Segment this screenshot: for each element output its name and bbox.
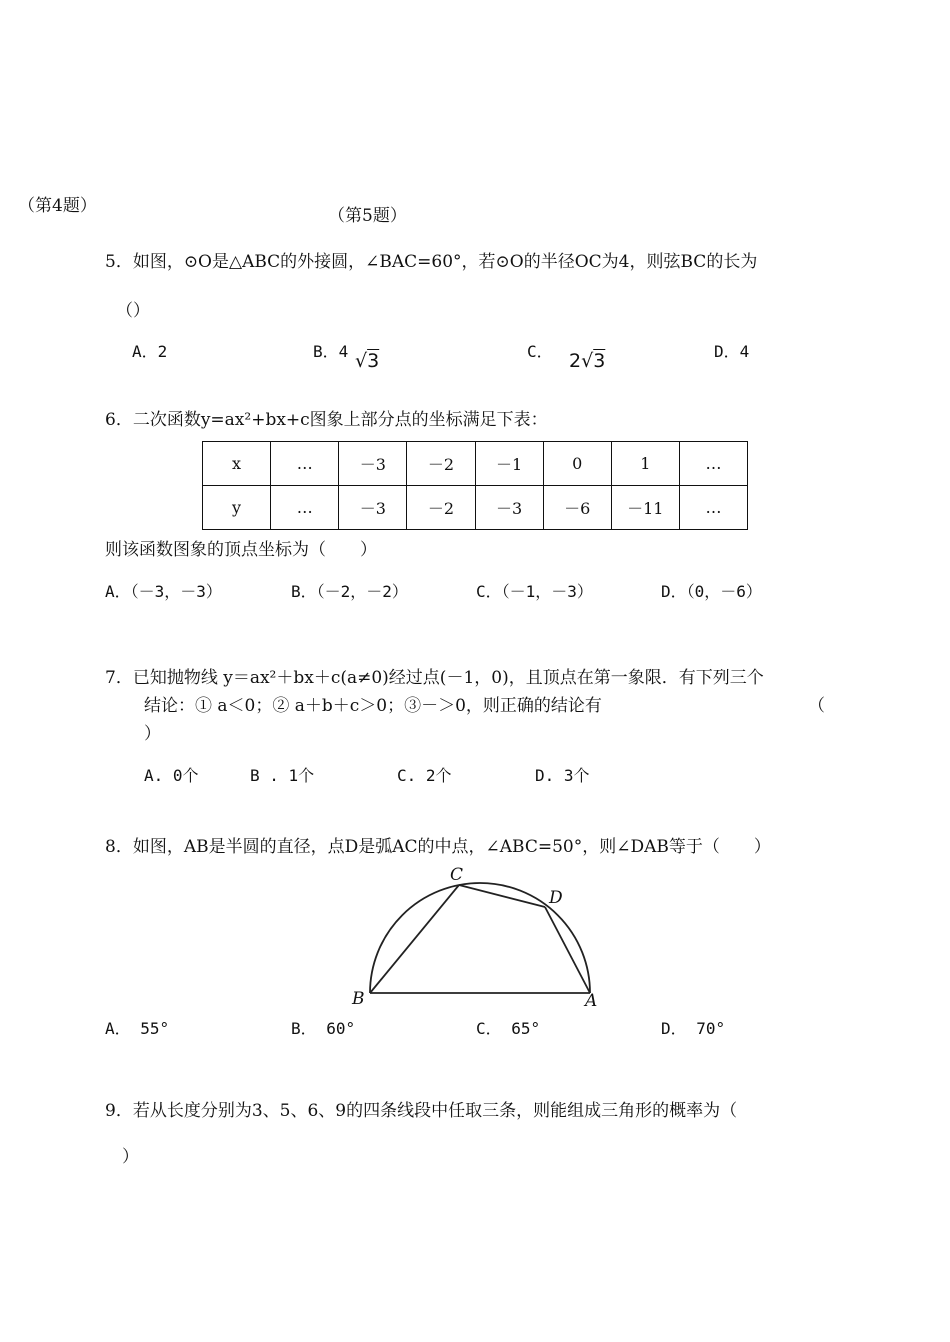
table-cell: 0 — [543, 442, 611, 486]
q6-option-d: D．（0，－6） — [661, 582, 762, 601]
table-cell: －3 — [339, 442, 407, 486]
question-9-bracket-close: ） — [122, 1147, 139, 1167]
q8-option-a: A． 55° — [105, 1019, 170, 1038]
point-label-b: B — [352, 989, 365, 1009]
chord-da — [545, 907, 590, 993]
table-cell: －2 — [407, 442, 475, 486]
question-7-bracket-open: （ — [808, 696, 825, 716]
q6-value-table — [202, 441, 748, 530]
q6-option-b: B．（－2，－2） — [291, 582, 408, 601]
table-cell: －11 — [611, 486, 679, 530]
question-7-bracket-close: ） — [144, 724, 161, 744]
q5-option-c: C． — [527, 342, 553, 361]
table-cell: －1 — [475, 442, 543, 486]
table-cell: … — [679, 486, 747, 530]
question-7-line2: 结论：① a＜0；② a＋b＋c＞0；③－＞0，则正确的结论有 — [144, 696, 602, 716]
q7-option-b: B . 1个 — [250, 766, 315, 785]
table-cell: 1 — [611, 442, 679, 486]
question-6-stem: 6．二次函数y=ax²+bx+c图象上部分点的坐标满足下表： — [105, 410, 548, 430]
q6-option-c: C．（－1，－3） — [476, 582, 593, 601]
point-label-a: A — [585, 991, 598, 1010]
table-cell: －3 — [339, 486, 407, 530]
table-cell: －6 — [543, 486, 611, 530]
point-label-d: D — [549, 888, 563, 908]
q7-option-d: D. 3个 — [535, 766, 590, 785]
q5-option-c-coef: 2 — [569, 350, 582, 372]
q7-option-c: C. 2个 — [397, 766, 452, 785]
question-5-stem: 5．如图，⊙O是△ABC的外接圆，∠BAC=60°，若⊙O的半径OC为4，则弦BC的长为 — [105, 252, 758, 272]
table-cell: … — [271, 442, 339, 486]
q7-option-a: A. 0个 — [144, 766, 199, 785]
figure-4-caption: （第4题） — [18, 196, 97, 216]
q5-option-d: D．4 — [714, 342, 750, 361]
question-8-stem: 8．如图，AB是半圆的直径，点D是弧AC的中点，∠ABC=50°，则∠DAB等于（ ） — [105, 837, 771, 857]
question-7-line1: 7．已知抛物线 y＝ax²＋bx＋c(a≠0)经过点(－1，0)，且顶点在第一象限．有下列三个 — [105, 668, 764, 688]
figure-5-caption: （第5题） — [328, 206, 407, 226]
table-cell: … — [679, 442, 747, 486]
table-row-x — [203, 442, 748, 486]
table-cell: y — [203, 486, 271, 530]
q5-option-c-value: 2√3 — [569, 350, 606, 372]
table-row-y — [203, 486, 748, 530]
q5-option-b-radical: √3 — [355, 350, 380, 372]
table-cell: －3 — [475, 486, 543, 530]
q5-option-b-radicand: 3 — [367, 350, 380, 372]
semicircle-figure — [340, 860, 610, 1010]
q8-option-c: C． 65° — [476, 1019, 541, 1038]
point-label-c: C — [450, 865, 464, 885]
question-5-bracket: （） — [116, 301, 150, 321]
table-cell: x — [203, 442, 271, 486]
q5-option-a: A．2 — [132, 342, 168, 361]
q6-option-a: A．（－3，－3） — [105, 582, 222, 601]
table-cell: －2 — [407, 486, 475, 530]
q5-option-b: B．4 — [313, 342, 349, 361]
q8-option-b: B． 60° — [291, 1019, 356, 1038]
question-9-stem: 9．若从长度分别为3、5、6、9的四条线段中任取三条，则能组成三角形的概率为（ — [105, 1101, 738, 1121]
table-cell: … — [271, 486, 339, 530]
question-6-followup: 则该函数图象的顶点坐标为（ ） — [105, 540, 377, 560]
q5-option-c-radicand: 3 — [593, 350, 606, 372]
q8-option-d: D． 70° — [661, 1019, 726, 1038]
